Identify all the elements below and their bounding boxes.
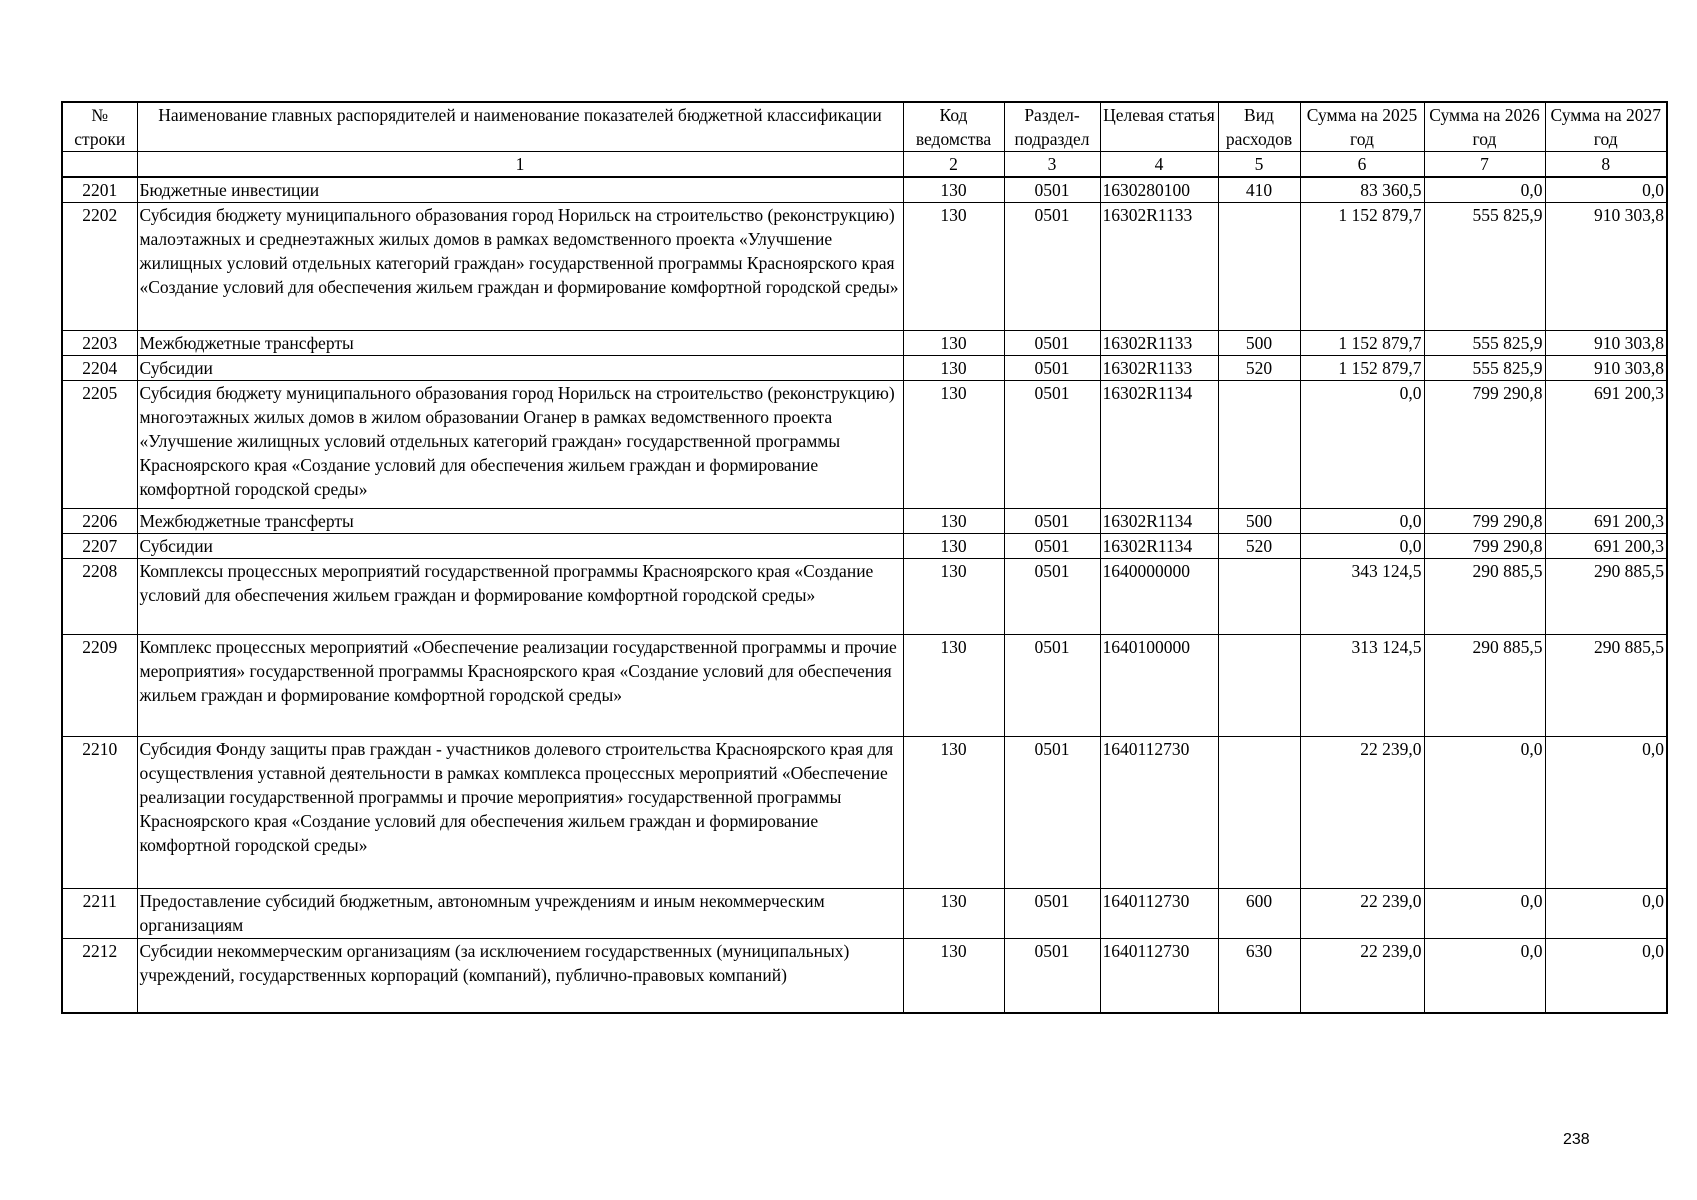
column-number-cell: 3 [1004, 152, 1100, 178]
row-section-cell: 0501 [1004, 737, 1100, 889]
table-row [62, 737, 1667, 889]
row-target-cell: 16302R1133 [1100, 356, 1218, 381]
row-section-cell: 0501 [1004, 509, 1100, 534]
column-number-cell: 6 [1300, 152, 1424, 178]
row-sum-2025-cell: 83 360,5 [1300, 177, 1424, 203]
column-number-cell: 4 [1100, 152, 1218, 178]
row-name-cell: Субсидия бюджету муниципального образования город Норильск на строительство (реконструкцию) малоэтажных и среднеэтажных жилых домов в рамках ведомственного проекта «Улучшение жилищных условий отдельных категорий граждан» государственной программы Красноярского края «Создание условий для обеспечения жильем граждан и формирование комфортной городской среды» [137, 203, 903, 331]
row-sum-2027-cell: 910 303,8 [1545, 203, 1667, 331]
row-code-cell: 130 [903, 889, 1004, 939]
table-row [62, 889, 1667, 939]
row-type-cell: 410 [1218, 177, 1300, 203]
row-section-cell: 0501 [1004, 331, 1100, 356]
row-code-cell: 130 [903, 331, 1004, 356]
row-sum-2025-cell: 1 152 879,7 [1300, 356, 1424, 381]
row-type-cell: 520 [1218, 356, 1300, 381]
row-type-cell: 500 [1218, 509, 1300, 534]
header-cell: Наименование главных распорядителей и наименование показателей бюджетной классификации [137, 102, 903, 152]
budget-table [61, 101, 1668, 1014]
row-section-cell: 0501 [1004, 356, 1100, 381]
row-type-cell [1218, 203, 1300, 331]
row-sum-2027-cell: 0,0 [1545, 889, 1667, 939]
row-number-cell: 2208 [62, 559, 137, 635]
row-sum-2027-cell: 0,0 [1545, 939, 1667, 1013]
row-number-cell: 2206 [62, 509, 137, 534]
row-target-cell: 16302R1134 [1100, 509, 1218, 534]
row-target-cell: 1640000000 [1100, 559, 1218, 635]
row-section-cell: 0501 [1004, 635, 1100, 737]
row-name-cell: Бюджетные инвестиции [137, 177, 903, 203]
row-name-cell: Субсидия бюджету муниципального образования город Норильск на строительство (реконструкцию) многоэтажных жилых домов в жилом образовании Оганер в рамках ведомственного проекта «Улучшение жилищных условий отдельных категорий граждан» государственной программы Красноярского края «Создание условий для обеспечения жильем граждан и формирование комфортной городской среды» [137, 381, 903, 509]
header-cell: Код ведомства [903, 102, 1004, 152]
row-sum-2025-cell: 22 239,0 [1300, 737, 1424, 889]
table-row [62, 559, 1667, 635]
row-target-cell: 1640100000 [1100, 635, 1218, 737]
row-code-cell: 130 [903, 534, 1004, 559]
row-code-cell: 130 [903, 939, 1004, 1013]
row-sum-2026-cell: 290 885,5 [1424, 559, 1545, 635]
row-sum-2026-cell: 799 290,8 [1424, 509, 1545, 534]
row-sum-2026-cell: 0,0 [1424, 737, 1545, 889]
table-row [62, 635, 1667, 737]
row-type-cell: 630 [1218, 939, 1300, 1013]
column-number-row [62, 152, 1667, 178]
row-type-cell [1218, 635, 1300, 737]
row-type-cell: 520 [1218, 534, 1300, 559]
row-sum-2026-cell: 555 825,9 [1424, 356, 1545, 381]
header-cell: Вид расходов [1218, 102, 1300, 152]
row-sum-2025-cell: 0,0 [1300, 381, 1424, 509]
row-name-cell: Предоставление субсидий бюджетным, автономным учреждениям и иным некоммерческим организациям [137, 889, 903, 939]
row-type-cell: 500 [1218, 331, 1300, 356]
row-sum-2027-cell: 290 885,5 [1545, 635, 1667, 737]
row-number-cell: 2203 [62, 331, 137, 356]
row-number-cell: 2212 [62, 939, 137, 1013]
row-sum-2025-cell: 0,0 [1300, 509, 1424, 534]
row-target-cell: 16302R1133 [1100, 331, 1218, 356]
column-number-cell: 7 [1424, 152, 1545, 178]
row-sum-2027-cell: 290 885,5 [1545, 559, 1667, 635]
table-body [62, 177, 1667, 1013]
column-number-cell: 8 [1545, 152, 1667, 178]
row-number-cell: 2205 [62, 381, 137, 509]
row-sum-2025-cell: 22 239,0 [1300, 889, 1424, 939]
row-section-cell: 0501 [1004, 889, 1100, 939]
row-sum-2025-cell: 313 124,5 [1300, 635, 1424, 737]
header-cell: Сумма на 2026 год [1424, 102, 1545, 152]
column-number-cell [62, 152, 137, 178]
row-sum-2026-cell: 0,0 [1424, 177, 1545, 203]
row-sum-2025-cell: 1 152 879,7 [1300, 203, 1424, 331]
row-sum-2027-cell: 691 200,3 [1545, 509, 1667, 534]
row-sum-2025-cell: 22 239,0 [1300, 939, 1424, 1013]
row-section-cell: 0501 [1004, 559, 1100, 635]
row-target-cell: 1630280100 [1100, 177, 1218, 203]
row-sum-2027-cell: 910 303,8 [1545, 356, 1667, 381]
row-number-cell: 2209 [62, 635, 137, 737]
table-row [62, 381, 1667, 509]
row-sum-2027-cell: 910 303,8 [1545, 331, 1667, 356]
row-target-cell: 16302R1134 [1100, 534, 1218, 559]
row-sum-2025-cell: 0,0 [1300, 534, 1424, 559]
header-cell: Раздел-подраздел [1004, 102, 1100, 152]
table-row [62, 203, 1667, 331]
row-code-cell: 130 [903, 509, 1004, 534]
row-name-cell: Комплексы процессных мероприятий государственной программы Красноярского края «Создание условий для обеспечения жильем граждан и формирование комфортной городской среды» [137, 559, 903, 635]
row-code-cell: 130 [903, 356, 1004, 381]
row-number-cell: 2207 [62, 534, 137, 559]
row-name-cell: Субсидии [137, 356, 903, 381]
header-row [62, 102, 1667, 152]
row-sum-2026-cell: 555 825,9 [1424, 203, 1545, 331]
row-sum-2027-cell: 0,0 [1545, 177, 1667, 203]
row-type-cell [1218, 559, 1300, 635]
header-cell: Целевая статья [1100, 102, 1218, 152]
column-number-cell: 2 [903, 152, 1004, 178]
row-name-cell: Межбюджетные трансферты [137, 509, 903, 534]
table-row [62, 939, 1667, 1013]
row-sum-2027-cell: 691 200,3 [1545, 534, 1667, 559]
row-sum-2025-cell: 343 124,5 [1300, 559, 1424, 635]
row-code-cell: 130 [903, 381, 1004, 509]
row-name-cell: Субсидия Фонду защиты прав граждан - участников долевого строительства Красноярского края для осуществления уставной деятельности в рамках комплекса процессных мероприятий «Обеспечение реализации государственной программы и прочие мероприятия» государственной программы Красноярского края «Создание условий для обеспечения жильем граждан и формирование комфортной городской среды» [137, 737, 903, 889]
row-sum-2026-cell: 0,0 [1424, 939, 1545, 1013]
row-number-cell: 2211 [62, 889, 137, 939]
row-sum-2025-cell: 1 152 879,7 [1300, 331, 1424, 356]
row-sum-2026-cell: 799 290,8 [1424, 534, 1545, 559]
row-number-cell: 2204 [62, 356, 137, 381]
row-name-cell: Субсидии [137, 534, 903, 559]
row-sum-2026-cell: 0,0 [1424, 889, 1545, 939]
row-section-cell: 0501 [1004, 534, 1100, 559]
table-row [62, 509, 1667, 534]
row-sum-2026-cell: 555 825,9 [1424, 331, 1545, 356]
row-sum-2027-cell: 0,0 [1545, 737, 1667, 889]
header-cell: № строки [62, 102, 137, 152]
table-row [62, 534, 1667, 559]
row-type-cell: 600 [1218, 889, 1300, 939]
row-name-cell: Комплекс процессных мероприятий «Обеспечение реализации государственной программы и прочие мероприятия» государственной программы Красноярского края «Создание условий для обеспечения жильем граждан и формирование комфортной городской среды» [137, 635, 903, 737]
row-number-cell: 2201 [62, 177, 137, 203]
row-code-cell: 130 [903, 177, 1004, 203]
row-target-cell: 16302R1134 [1100, 381, 1218, 509]
column-number-cell: 1 [137, 152, 903, 178]
header-cell: Сумма на 2025 год [1300, 102, 1424, 152]
row-code-cell: 130 [903, 203, 1004, 331]
row-target-cell: 16302R1133 [1100, 203, 1218, 331]
table-row [62, 331, 1667, 356]
row-code-cell: 130 [903, 559, 1004, 635]
row-section-cell: 0501 [1004, 381, 1100, 509]
row-name-cell: Межбюджетные трансферты [137, 331, 903, 356]
row-code-cell: 130 [903, 737, 1004, 889]
row-type-cell [1218, 737, 1300, 889]
row-section-cell: 0501 [1004, 177, 1100, 203]
table-row [62, 356, 1667, 381]
row-name-cell: Субсидии некоммерческим организациям (за исключением государственных (муниципальных) учреждений, государственных корпораций (компаний), публично-правовых компаний) [137, 939, 903, 1013]
row-target-cell: 1640112730 [1100, 889, 1218, 939]
row-target-cell: 1640112730 [1100, 737, 1218, 889]
row-sum-2026-cell: 290 885,5 [1424, 635, 1545, 737]
row-number-cell: 2210 [62, 737, 137, 889]
column-number-cell: 5 [1218, 152, 1300, 178]
row-target-cell: 1640112730 [1100, 939, 1218, 1013]
row-type-cell [1218, 381, 1300, 509]
page-number: 238 [1563, 1131, 1590, 1148]
row-number-cell: 2202 [62, 203, 137, 331]
row-sum-2027-cell: 691 200,3 [1545, 381, 1667, 509]
row-section-cell: 0501 [1004, 939, 1100, 1013]
row-code-cell: 130 [903, 635, 1004, 737]
row-section-cell: 0501 [1004, 203, 1100, 331]
table-row [62, 177, 1667, 203]
header-cell: Сумма на 2027 год [1545, 102, 1667, 152]
row-sum-2026-cell: 799 290,8 [1424, 381, 1545, 509]
